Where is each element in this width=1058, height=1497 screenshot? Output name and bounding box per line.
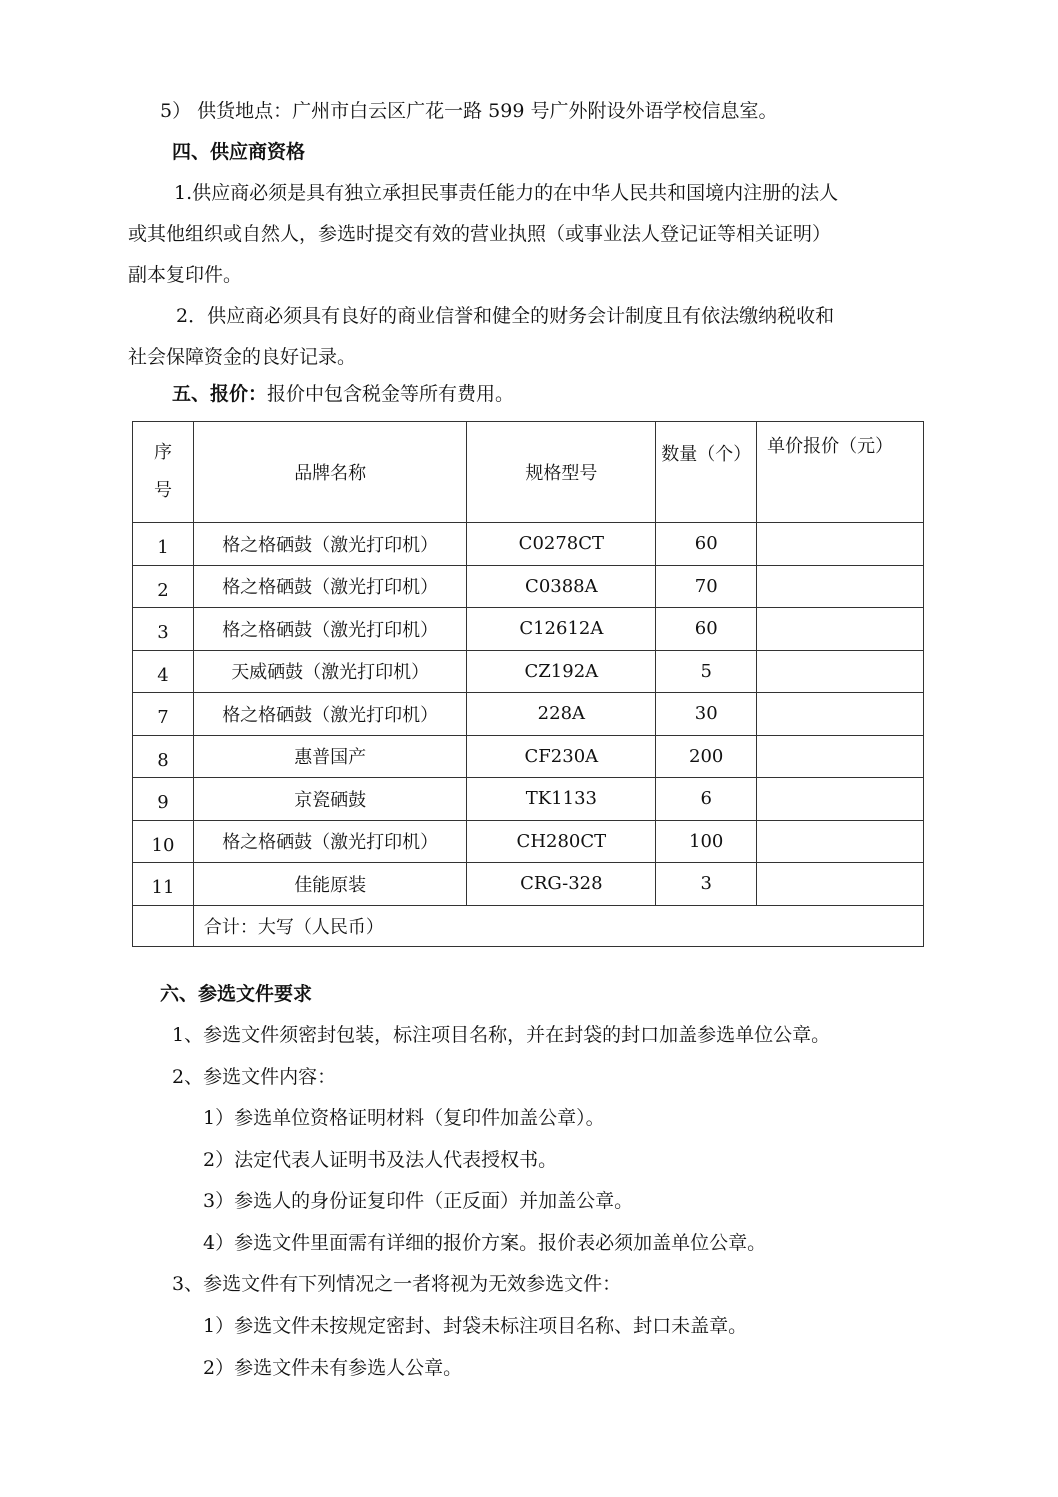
cell-price [757,523,924,566]
header-seq-bottom: 号 [153,480,172,501]
seq-value: 1 [157,537,169,559]
cell-price [757,608,924,651]
cell-model: CZ192A [467,650,656,693]
seq-value: 3 [157,622,169,644]
section4-paragraph1-line3: 副本复印件。 [128,264,243,286]
cell-brand: 惠普国产 [193,735,467,778]
cell-price [757,820,924,863]
seq-value: 9 [157,792,169,814]
table-row [133,735,924,778]
cell-seq [133,608,194,651]
cell-seq [133,735,194,778]
cell-qty: 200 [656,735,757,778]
cell-qty: 5 [656,650,757,693]
cell-qty: 100 [656,820,757,863]
cell-brand: 格之格硒鼓（激光打印机） [193,523,467,566]
cell-model: CRG-328 [467,863,656,906]
header-price: 单价报价（元） [757,422,924,523]
table-total-row [133,905,924,946]
table-row [133,820,924,863]
table-row [133,523,924,566]
table-header-row [133,422,924,523]
cell-model: CF230A [467,735,656,778]
cell-model: C12612A [467,608,656,651]
table-row [133,863,924,906]
cell-price [757,735,924,778]
delivery-location-line: 5） 供货地点：广州市白云区广花一路 599 号广外附设外语学校信息室。 [160,100,778,122]
cell-price [757,693,924,736]
seq-value: 8 [157,749,169,771]
section6-item1: 1、参选文件须密封包装，标注项目名称，并在封袋的封口加盖参选单位公章。 [172,1024,831,1046]
cell-model: CH280CT [467,820,656,863]
section6-heading: 六、参选文件要求 [160,983,313,1005]
header-seq-top: 序 [153,442,172,463]
header-model: 规格型号 [467,422,656,523]
cell-model: C0278CT [467,523,656,566]
section6-item2-3: 3）参选人的身份证复印件（正反面）并加盖公章。 [203,1190,634,1212]
cell-seq [133,523,194,566]
table-row [133,608,924,651]
cell-qty: 60 [656,608,757,651]
header-qty: 数量（个） [656,422,757,523]
section4-paragraph2-line1: 2．供应商必须具有良好的商业信誉和健全的财务会计制度且有依法缴纳税收和 [176,305,835,327]
cell-seq [133,820,194,863]
section4-paragraph1-line1: 1.供应商必须是具有独立承担民事责任能力的在中华人民共和国境内注册的法人 [174,182,839,204]
section5-line [172,382,514,406]
table-row [133,565,924,608]
cell-qty: 60 [656,523,757,566]
section6-item2-2: 2）法定代表人证明书及法人代表授权书。 [203,1149,558,1171]
section6-item3-1: 1）参选文件未按规定密封、封袋未标注项目名称、封口未盖章。 [203,1315,748,1337]
total-label: 合计：大写（人民币） [193,905,923,946]
cell-qty: 6 [656,778,757,821]
section6-item2-1: 1）参选单位资格证明材料（复印件加盖公章）。 [203,1107,605,1129]
cell-model: 228A [467,693,656,736]
cell-price [757,863,924,906]
section5-text: 报价中包含税金等所有费用。 [267,383,515,405]
table-row [133,650,924,693]
table-row [133,693,924,736]
cell-brand: 格之格硒鼓（激光打印机） [193,693,467,736]
cell-price [757,650,924,693]
section6-item3: 3、参选文件有下列情况之一者将视为无效参选文件： [172,1273,622,1295]
cell-model: C0388A [467,565,656,608]
section6-item2-4: 4）参选文件里面需有详细的报价方案。报价表必须加盖单位公章。 [203,1232,767,1254]
cell-brand: 天威硒鼓（激光打印机） [193,650,467,693]
seq-value: 7 [157,707,169,729]
cell-brand: 佳能原装 [193,863,467,906]
quote-table [132,421,924,947]
cell-model: TK1133 [467,778,656,821]
header-brand: 品牌名称 [193,422,467,523]
seq-value: 2 [157,579,169,601]
section4-heading: 四、供应商资格 [172,141,306,163]
seq-value: 11 [151,877,175,899]
section5-heading: 五、报价： [172,383,268,405]
seq-value: 4 [157,664,169,686]
cell-qty: 30 [656,693,757,736]
cell-brand: 格之格硒鼓（激光打印机） [193,565,467,608]
section4-paragraph2-line2: 社会保障资金的良好记录。 [128,346,357,368]
cell-qty: 70 [656,565,757,608]
cell-price [757,778,924,821]
cell-seq [133,693,194,736]
section6-item3-2: 2）参选文件未有参选人公章。 [203,1357,463,1379]
cell-brand: 京瓷硒鼓 [193,778,467,821]
cell-price [757,565,924,608]
cell-brand: 格之格硒鼓（激光打印机） [193,820,467,863]
seq-value: 10 [151,834,175,856]
cell-seq [133,778,194,821]
cell-seq [133,650,194,693]
header-seq [133,422,194,523]
cell-total-seq [133,905,194,946]
cell-qty: 3 [656,863,757,906]
section4-paragraph1-line2: 或其他组织或自然人，参选时提交有效的营业执照（或事业法人登记证等相关证明） [128,223,832,245]
cell-seq [133,565,194,608]
table-row [133,778,924,821]
cell-seq [133,863,194,906]
cell-brand: 格之格硒鼓（激光打印机） [193,608,467,651]
section6-item2: 2、参选文件内容： [172,1066,337,1088]
